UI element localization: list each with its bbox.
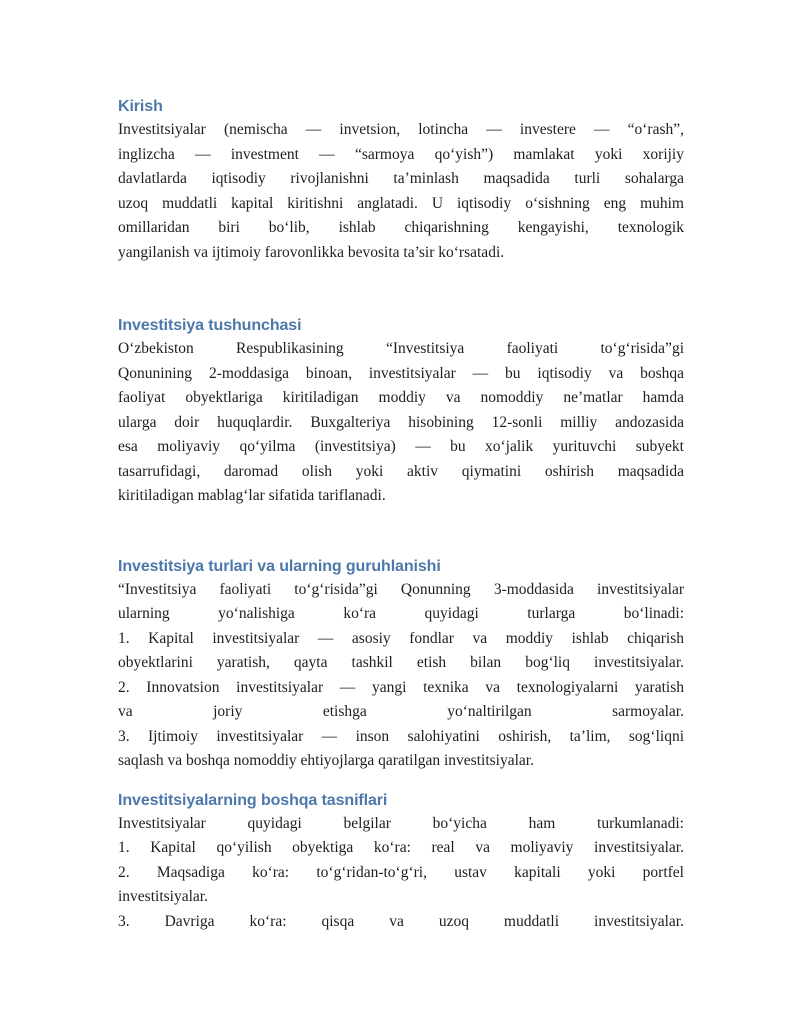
text-line: va joriy etishga yo‘naltirilgan sarmoyalar. bbox=[118, 703, 684, 720]
document-section bbox=[118, 790, 684, 935]
text-line: “Investitsiya faoliyati to‘g‘risida”gi Qonunning 3-moddasida investitsiyalar bbox=[118, 580, 684, 598]
section-paragraph bbox=[118, 578, 684, 774]
text-line: davlatlarda iqtisodiy rivojlanishni ta’minlash maqsadida turli sohalarga bbox=[118, 170, 684, 187]
section-paragraph bbox=[118, 337, 684, 509]
text-line: Qonunining 2-moddasiga binoan, investitsiyalar — bu iqtisodiy va boshqa bbox=[118, 364, 684, 382]
text-line: Investitsiyalar (nemischa — invetsion, lotincha — investere — “o‘rash”, bbox=[118, 121, 684, 138]
document-section bbox=[118, 556, 684, 774]
text-line: inglizcha — investment — “sarmoya qo‘yish”) mamlakat yoki xorijiy bbox=[118, 145, 684, 163]
text-line: 2. Maqsadiga ko‘ra: to‘g‘ridan-to‘g‘ri, ustav kapitali yoki portfel bbox=[118, 863, 684, 881]
text-line: 1. Kapital qo‘yilish obyektiga ko‘ra: real va moliyaviy investitsiyalar. bbox=[118, 839, 684, 856]
text-line: omillaridan biri bo‘lib, ishlab chiqarishning kengayishi, texnologik bbox=[118, 219, 684, 236]
document-section bbox=[118, 315, 684, 509]
document-section bbox=[118, 96, 684, 265]
text-line: faoliyat obyektlariga kiritiladigan moddiy va nomoddiy ne’matlar hamda bbox=[118, 389, 684, 406]
section-paragraph bbox=[118, 118, 684, 265]
section-heading: Investitsiya tushunchasi bbox=[118, 317, 302, 334]
text-line: Investitsiyalar quyidagi belgilar bo‘yicha ham turkumlanadi: bbox=[118, 814, 684, 832]
section-paragraph bbox=[118, 812, 684, 935]
text-line: yangilanish va ijtimoiy farovonlikka bevosita ta’sir ko‘rsatadi. bbox=[118, 243, 505, 261]
section-heading: Investitsiyalarning boshqa tasniflari bbox=[118, 791, 388, 809]
text-line: 3. Davriga ko‘ra: qisqa va uzoq muddatli investitsiyalar. bbox=[118, 912, 684, 930]
text-line: 1. Kapital investitsiyalar — asosiy fondlar va moddiy ishlab chiqarish bbox=[118, 629, 684, 647]
text-line: kiritiladigan mablag‘lar sifatida tariflanadi. bbox=[118, 487, 386, 504]
document-content bbox=[118, 96, 684, 934]
section-heading: Investitsiya turlari va ularning guruhlanishi bbox=[118, 557, 441, 575]
text-line: esa moliyaviy qo‘yilma (investitsiya) — bu xo‘jalik yurituvchi subyekt bbox=[118, 438, 684, 455]
text-line: 3. Ijtimoiy investitsiyalar — inson salohiyatini oshirish, ta’lim, sog‘liqni bbox=[118, 727, 684, 745]
text-line: obyektlarini yaratish, qayta tashkil etish bilan bog‘liq investitsiyalar. bbox=[118, 654, 684, 671]
text-line: O‘zbekiston Respublikasining “Investitsiya faoliyati to‘g‘risida”gi bbox=[118, 340, 684, 357]
text-line: uzoq muddatli kapital kiritishni anglatadi. U iqtisodiy o‘sishning eng muhim bbox=[118, 194, 684, 212]
text-line: 2. Innovatsion investitsiyalar — yangi texnika va texnologiyalarni yaratish bbox=[118, 678, 684, 696]
text-line: investitsiyalar. bbox=[118, 888, 208, 905]
text-line: ularga doir huquqlardir. Buxgalteriya hisobining 12-sonli milliy andozasida bbox=[118, 413, 684, 431]
section-heading: Kirish bbox=[118, 98, 163, 115]
text-line: saqlash va boshqa nomoddiy ehtiyojlarga qaratilgan investitsiyalar. bbox=[118, 752, 534, 769]
text-line: ularning yo‘nalishiga ko‘ra quyidagi turlarga bo‘linadi: bbox=[118, 605, 684, 622]
text-line: tasarrufidagi, daromad olish yoki aktiv qiymatini oshirish maqsadida bbox=[118, 462, 684, 480]
